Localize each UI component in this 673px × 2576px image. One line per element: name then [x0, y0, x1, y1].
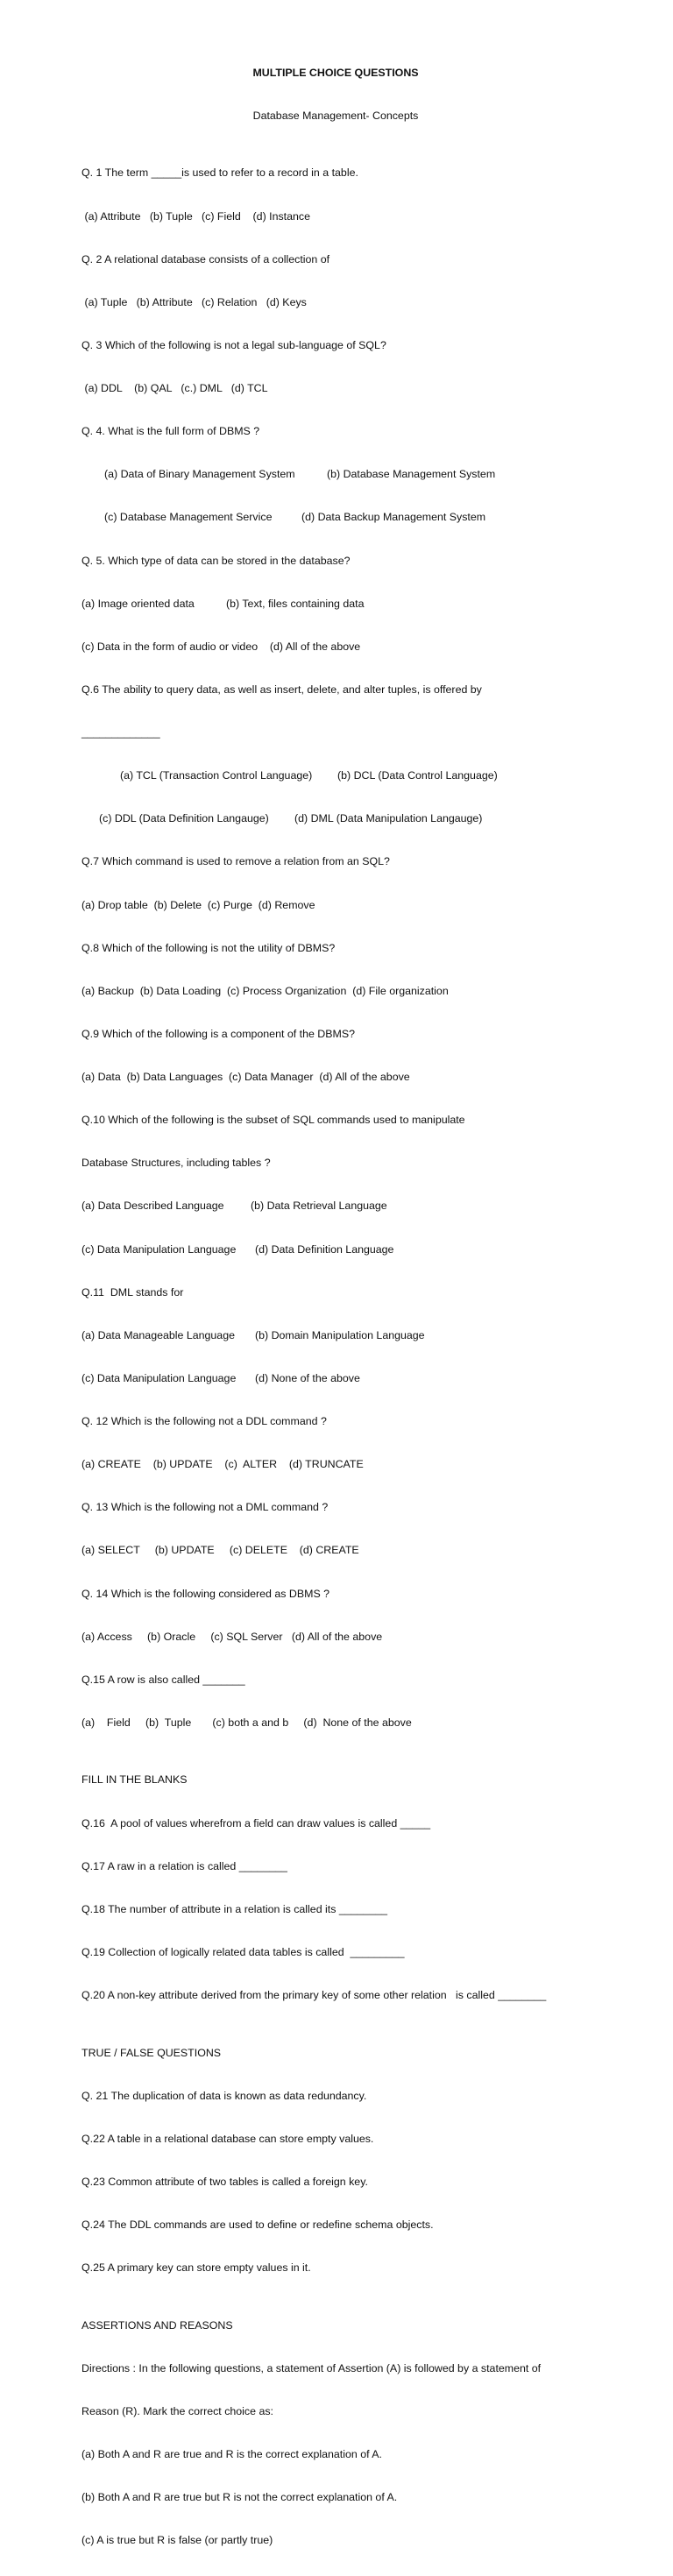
question-4-option-c: (c) Database Management Service	[104, 511, 273, 524]
page-subtitle: Database Management- Concepts	[252, 109, 419, 122]
question-4-option-d: (d) Data Backup Management System	[301, 511, 486, 524]
question-11-option-c: (c) Data Manipulation Language	[81, 1371, 237, 1384]
question-10-options-row1	[81, 1199, 581, 1213]
question-4: Q. 4. What is the full form of DBMS ?	[81, 425, 260, 438]
question-13: Q. 13 Which is the following not a DML command ?	[81, 1501, 329, 1514]
question-15: Q.15 A row is also called _______	[81, 1673, 245, 1686]
question-6-option-d: (d) DML (Data Manipulation Langauge)	[294, 812, 483, 825]
question-5-options-row1	[81, 597, 581, 611]
assertion-choice-b: (b) Both A and R are true but R is not the correct explanation of A.	[81, 2491, 398, 2504]
question-sheet	[81, 37, 581, 2576]
question-12-options: (a) CREATE (b) UPDATE (c) ALTER (d) TRUNCATE	[81, 1458, 364, 1471]
question-20: Q.20 A non-key attribute derived from the primary key of some other relation is called ________	[81, 1989, 547, 2001]
question-6-blank: _____________	[81, 726, 160, 739]
section-heading-assertions: ASSERTIONS AND REASONS	[81, 2318, 233, 2332]
question-7-options: (a) Drop table (b) Delete (c) Purge (d) Remove	[81, 898, 315, 911]
question-15-options: (a) Field (b) Tuple (c) both a and b (d) None of the above	[81, 1716, 412, 1729]
question-14-options: (a) Access (b) Oracle (c) SQL Server (d) All of the above	[81, 1630, 383, 1643]
question-11-option-a: (a) Data Manageable Language	[81, 1328, 235, 1341]
question-23: Q.23 Common attribute of two tables is called a foreign key.	[81, 2175, 368, 2188]
question-1-options: (a) Attribute (b) Tuple (c) Field (d) Instance	[81, 209, 310, 223]
question-11-options-row1	[81, 1328, 581, 1342]
question-2: Q. 2 A relational database consists of a collection of	[81, 252, 330, 265]
question-8-options: (a) Backup (b) Data Loading (c) Process Organization (d) File organization	[81, 984, 449, 997]
question-9: Q.9 Which of the following is a component of the DBMS?	[81, 1027, 355, 1040]
question-17: Q.17 A raw in a relation is called ________	[81, 1859, 287, 1872]
question-13-options: (a) SELECT (b) UPDATE (c) DELETE (d) CREATE	[81, 1544, 359, 1557]
question-6-options-row1	[81, 768, 581, 782]
question-3-options: (a) DDL (b) QAL (c.) DML (d) TCL	[81, 382, 268, 394]
question-7: Q.7 Which command is used to remove a relation from an SQL?	[81, 855, 390, 868]
question-6-option-a: (a) TCL (Transaction Control Language)	[120, 769, 313, 782]
question-10: Q.10 Which of the following is the subset of SQL commands used to manipulate	[81, 1114, 465, 1127]
question-22: Q.22 A table in a relational database can store empty values.	[81, 2132, 374, 2145]
question-6-option-c: (c) DDL (Data Definition Langauge)	[99, 812, 269, 825]
question-11-option-b: (b) Domain Manipulation Language	[255, 1328, 425, 1341]
question-6: Q.6 The ability to query data, as well as insert, delete, and alter tuples, is offered by	[81, 683, 482, 696]
question-5: Q. 5. Which type of data can be stored in the database?	[81, 554, 351, 567]
question-12: Q. 12 Which is the following not a DDL command ?	[81, 1415, 327, 1427]
section-heading-fill-blanks: FILL IN THE BLANKS	[81, 1773, 188, 1787]
question-1: Q. 1 The term _____is used to refer to a record in a table.	[81, 166, 358, 180]
page-title: MULTIPLE CHOICE QUESTIONS	[252, 66, 419, 79]
question-10-option-b: (b) Data Retrieval Language	[251, 1200, 387, 1213]
question-2-options: (a) Tuple (b) Attribute (c) Relation (d) Keys	[81, 295, 307, 308]
question-25: Q.25 A primary key can store empty values in it.	[81, 2261, 311, 2275]
directions-line-2: Reason (R). Mark the correct choice as:	[81, 2404, 273, 2417]
assertion-choice-c: (c) A is true but R is false (or partly true)	[81, 2534, 273, 2547]
assertion-choice-a: (a) Both A and R are true and R is the correct explanation of A.	[81, 2448, 383, 2460]
section-heading-true-false: TRUE / FALSE QUESTIONS	[81, 2046, 222, 2059]
question-18: Q.18 The number of attribute in a relation is called its ________	[81, 1902, 387, 1915]
question-14: Q. 14 Which is the following considered as DBMS ?	[81, 1587, 330, 1600]
question-3: Q. 3 Which of the following is not a legal sub-language of SQL?	[81, 338, 386, 351]
question-5-option-a: (a) Image oriented data	[81, 597, 195, 610]
question-24: Q.24 The DDL commands are used to define or redefine schema objects.	[81, 2219, 434, 2231]
question-8: Q.8 Which of the following is not the utility of DBMS?	[81, 941, 336, 954]
question-10-options-row2	[81, 1242, 581, 1256]
question-5-options-row2: (c) Data in the form of audio or video (d) All of the above	[81, 640, 361, 653]
question-6-options-row2	[81, 811, 581, 825]
question-9-options: (a) Data (b) Data Languages (c) Data Manager (d) All of the above	[81, 1071, 410, 1083]
question-21: Q. 21 The duplication of data is known as data redundancy.	[81, 2089, 367, 2102]
question-10-option-a: (a) Data Described Language	[81, 1200, 224, 1213]
question-6-option-b: (b) DCL (Data Control Language)	[337, 769, 498, 782]
question-5-option-b: (b) Text, files containing data	[226, 597, 365, 610]
question-10-option-c: (c) Data Manipulation Language	[81, 1242, 237, 1256]
question-11-option-d: (d) None of the above	[255, 1371, 360, 1384]
question-4-option-b: (b) Database Management System	[327, 468, 496, 481]
question-11: Q.11 DML stands for	[81, 1285, 184, 1299]
question-10-continued: Database Structures, including tables ?	[81, 1157, 271, 1170]
question-4-option-a: (a) Data of Binary Management System	[104, 468, 295, 481]
question-16: Q.16 A pool of values wherefrom a field can draw values is called _____	[81, 1816, 431, 1829]
question-11-options-row2	[81, 1371, 581, 1385]
directions-line-1: Directions : In the following questions, a statement of Assertion (A) is followed by a statement of	[81, 2361, 542, 2374]
question-4-options-row2	[81, 510, 581, 524]
question-10-option-d: (d) Data Definition Language	[255, 1242, 394, 1256]
question-4-options-row1	[81, 467, 581, 481]
question-19: Q.19 Collection of logically related data tables is called _________	[81, 1945, 405, 1958]
